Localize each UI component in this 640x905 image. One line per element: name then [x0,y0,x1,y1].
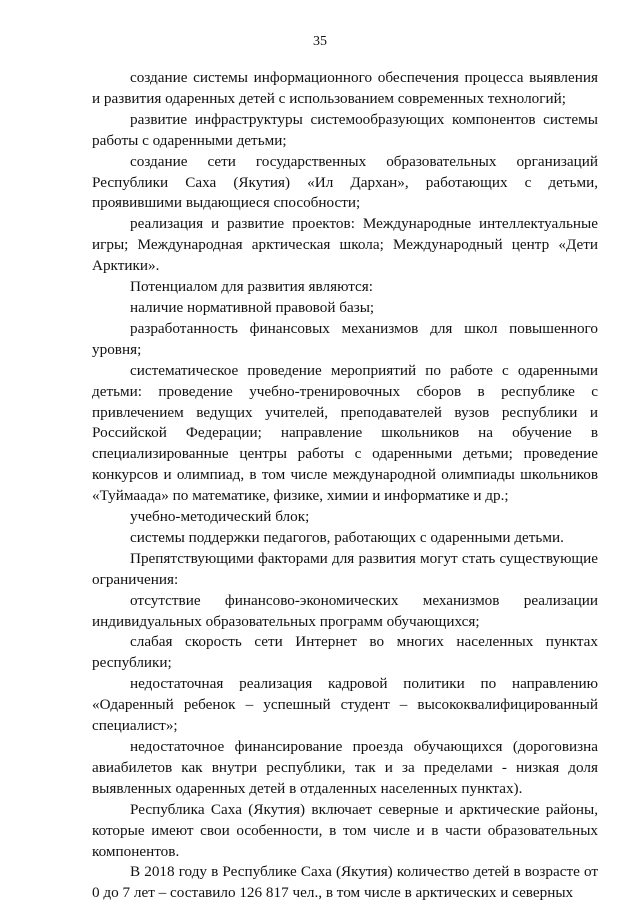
paragraph-2: развитие инфраструктуры системообразующих компонентов системы работы с одаренными детьми; [92,110,598,149]
paragraph-13: слабая скорость сети Интернет во многих населенных пунктах республики; [92,633,598,672]
paragraph-17: В 2018 году в Республике Саха (Якутия) количество детей в возрасте от 0 до 7 лет – составило 126 817 чел., в том числе в арктических и северных [92,863,598,902]
paragraph-7: разработанность финансовых механизмов для школ повышенного уровня; [92,319,598,358]
page-number: 35 [313,34,327,49]
paragraph-16: Республика Саха (Якутия) включает северные и арктические районы, которые имеют свои особенности, в том числе и в части образовательных компонентов. [92,800,598,860]
paragraph-5: Потенциалом для развития являются: [130,278,373,296]
paragraph-14: недостаточная реализация кадровой политики по направлению «Одаренный ребенок – успешный студент – высококвалифицированный специалист»; [92,675,598,735]
paragraph-1: создание системы информационного обеспечения процесса выявления и развития одаренных детей с использованием современных технологий; [92,69,598,107]
paragraph-9: учебно-методический блок; [130,508,310,526]
document-body [92,68,598,904]
paragraph-8: систематическое проведение мероприятий по работе с одаренными детьми: проведение учебно-тренировочных сборов в республике с привлечением ведущих учителей, преподавателей вузов республики и Российской Федерации; направление школьников на обучение в специализированные центры работы с одаренными детьми; проведение конкурсов и олимпиад, в том числе международной олимпиады школьников «Туймаада» по математике, физике, химии и информатике и др.; [92,361,598,505]
paragraph-4: реализация и развитие проектов: Международные интеллектуальные игры; Международная арктическая школа; Международный центр «Дети Арктики». [92,215,598,275]
paragraph-6: наличие нормативной правовой базы; [130,298,375,316]
paragraph-15: недостаточное финансирование проезда обучающихся (дороговизна авиабилетов как внутри республики, так и за пределами - низкая доля выявленных одаренных детей в отдаленных населенных пунктах). [92,738,598,797]
paragraph-12: отсутствие финансово-экономических механизмов реализации индивидуальных образовательных программ обучающихся; [92,591,598,630]
paragraph-11: Препятствующими факторами для развития могут стать существующие ограничения: [92,549,598,588]
paragraph-3: создание сети государственных образовательных организаций Республики Саха (Якутия) «Ил Дархан», работающих с детьми, проявившими выдающиеся способности; [92,152,598,212]
paragraph-10: системы поддержки педагогов, работающих с одаренными детьми. [130,528,564,546]
